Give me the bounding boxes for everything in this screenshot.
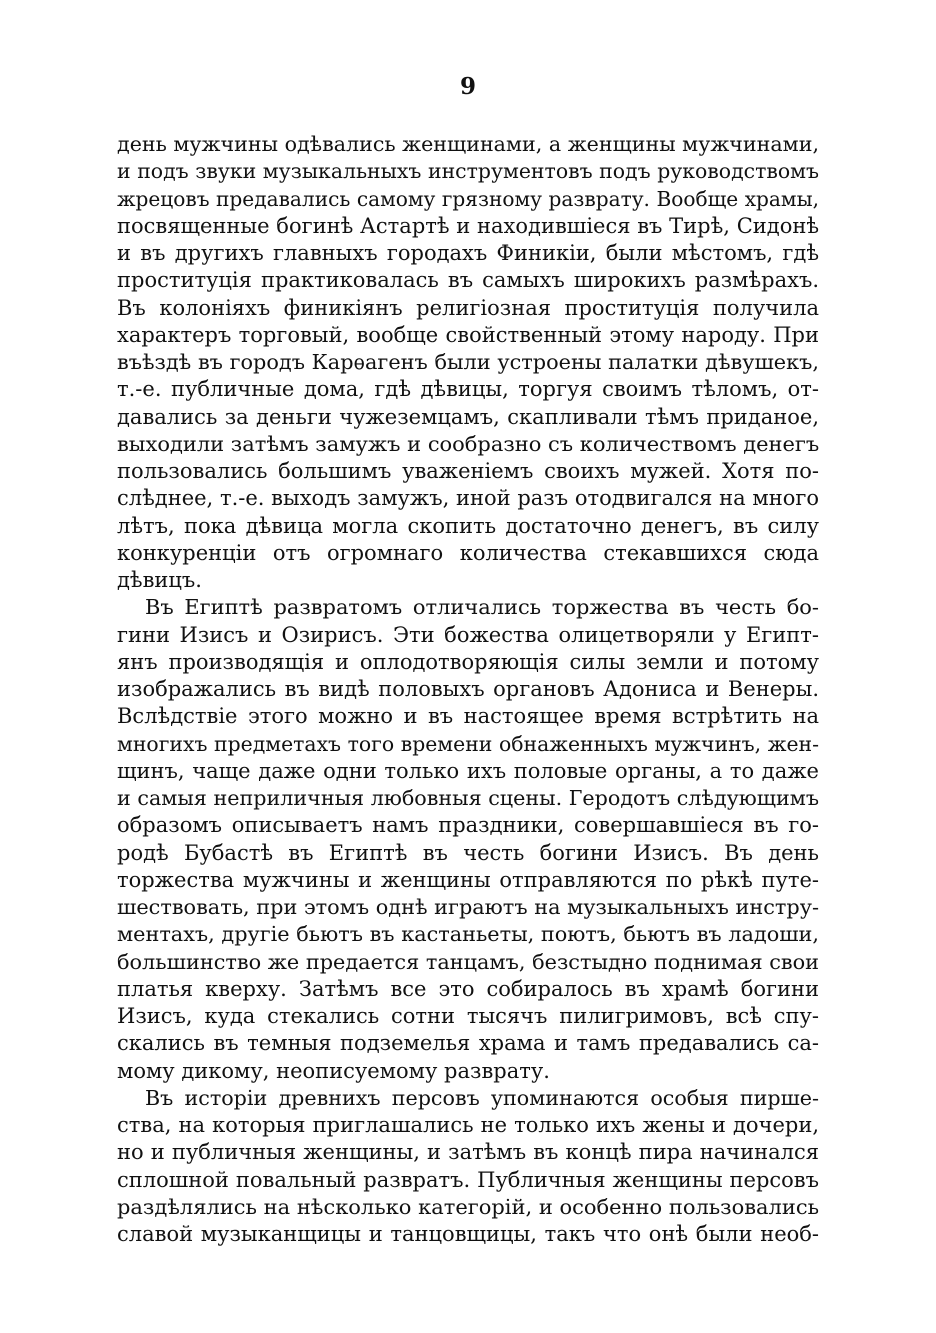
text-line: мому дикому, неописуемому разврату. bbox=[117, 1058, 550, 1083]
text-line: янъ производящія и оплодотворяющія силы земли и потому bbox=[117, 649, 819, 674]
text-line: Вслѣдствіе этого можно и въ настоящее время встрѣтить на bbox=[117, 704, 819, 729]
text-line: но и публичныя женщины, и затѣмъ въ концѣ пира начинался bbox=[117, 1140, 819, 1165]
text-line: скались въ темныя подземелья храма и тамъ предавались са- bbox=[117, 1031, 819, 1056]
paragraph-start-line: Въ Египтѣ развратомъ отличались торжества въ честь бо- bbox=[145, 595, 819, 620]
text-line: конкуренціи отъ огромнаго количества стекавшихся сюда bbox=[117, 540, 819, 565]
text-line: выходили затѣмъ замужъ и сообразно съ количествомъ денегъ bbox=[117, 431, 820, 456]
text-line: дѣвицъ. bbox=[117, 568, 202, 592]
text-line: большинство же предается танцамъ, безстыдно поднимая свои bbox=[117, 949, 819, 974]
text-line: Изисъ, куда стекались сотни тысячъ пилигримовъ, всѣ спу- bbox=[117, 1004, 819, 1028]
text-line: Въ колоніяхъ финикіянъ религіозная проституція получила bbox=[117, 295, 819, 320]
text-line: лѣтъ, пока дѣвица могла скопить достаточно денегъ, въ силу bbox=[117, 513, 819, 538]
text-line: въѣздѣ въ городъ Карѳагенъ были устроены палатки дѣвушекъ, bbox=[117, 350, 819, 374]
text-line: жрецовъ предавались самому грязному разврату. Вообще храмы, bbox=[117, 186, 819, 211]
text-line: пользовались большимъ уваженіемъ своихъ мужей. Хотя по- bbox=[117, 459, 819, 483]
text-line: изображались въ видѣ половыхъ органовъ Адониса и Венеры. bbox=[117, 677, 819, 701]
text-line: характеръ торговый, вообще свойственный этому народу. При bbox=[117, 322, 819, 347]
text-line: родѣ Бубастѣ въ Египтѣ въ честь богини Изисъ. Въ день bbox=[117, 840, 819, 865]
text-line: образомъ описываетъ намъ праздники, совершавшіеся въ го- bbox=[117, 813, 819, 838]
text-line: славой музыканщицы и танцовщицы, такъ что онѣ были необ- bbox=[117, 1222, 819, 1246]
text-line: проституція практиковалась въ самыхъ широкихъ размѣрахъ. bbox=[117, 268, 819, 293]
text-line: т.-е. публичные дома, гдѣ дѣвицы, торгуя своимъ тѣломъ, от- bbox=[117, 377, 819, 402]
text-line: платья кверху. Затѣмъ все это собиралось въ храмѣ богини bbox=[117, 976, 819, 1001]
text-line: многихъ предметахъ того времени обнаженныхъ мужчинъ, жен- bbox=[117, 731, 819, 756]
text-line: и самыя неприличныя любовныя сцены. Геродотъ слѣдующимъ bbox=[117, 786, 819, 810]
text-line: раздѣлялись на нѣсколько категорій, и особенно пользовались bbox=[117, 1194, 819, 1219]
page-number: 9 bbox=[459, 73, 476, 100]
text-line: щинъ, чаще даже одни только ихъ половые органы, а то даже bbox=[117, 758, 819, 783]
text-line: давались за деньги чужеземцамъ, скапливали тѣмъ приданое, bbox=[117, 404, 819, 429]
paragraph-start-line: Въ исторіи древнихъ персовъ упоминаются особыя пирше- bbox=[145, 1085, 819, 1110]
text-line: сплошной повальный развратъ. Публичныя женщины персовъ bbox=[117, 1167, 819, 1192]
text-line: ментахъ, другіе бьютъ въ кастаньеты, поютъ, бьютъ въ ладоши, bbox=[117, 922, 819, 947]
text-line: слѣднее, т.-е. выходъ замужъ, иной разъ отодвигался на много bbox=[117, 486, 819, 511]
text-line: гини Изисъ и Озирисъ. Эти божества олицетворяли у Египт- bbox=[117, 622, 819, 647]
text-line: и въ другихъ главныхъ городахъ Финикіи, были мѣстомъ, гдѣ bbox=[117, 241, 819, 265]
text-line: посвященные богинѣ Астартѣ и находившіеся въ Тирѣ, Сидонѣ bbox=[117, 213, 819, 238]
text-line: ства, на которыя приглашались не только ихъ жены и дочери, bbox=[117, 1113, 819, 1137]
body-text bbox=[117, 131, 819, 1248]
text-line: день мужчины одѣвались женщинами, а женщины мужчинами, bbox=[117, 132, 819, 156]
text-line: шествовать, при этомъ однѣ играютъ на музыкальныхъ инстру- bbox=[117, 895, 819, 919]
text-line: и подъ звуки музыкальныхъ инструментовъ подъ руководствомъ bbox=[117, 159, 819, 184]
text-line: торжества мужчины и женщины отправляются по рѣкѣ путе- bbox=[117, 867, 819, 892]
